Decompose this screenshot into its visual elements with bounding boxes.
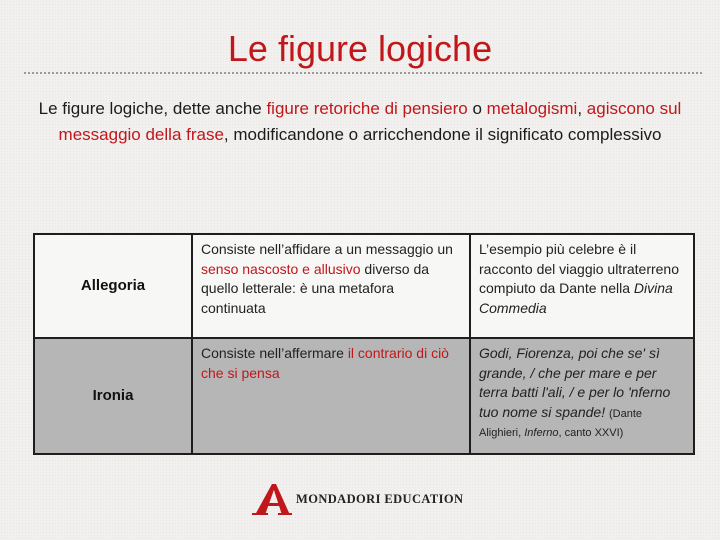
term-cell: Ironia — [34, 338, 192, 454]
source-text: (Dante Alighieri, — [479, 407, 643, 439]
intro-text: , — [577, 99, 587, 118]
definition-text: Consiste nell’affermare — [201, 345, 348, 361]
publisher-logo — [252, 482, 463, 516]
logo-text: MONDADORI EDUCATION — [296, 491, 464, 506]
definition-highlight: il contrario di ciò che si pensa — [201, 345, 449, 381]
example-title: Divina Commedia — [479, 280, 673, 316]
title-divider — [24, 72, 702, 74]
definition-cell — [192, 234, 470, 338]
figures-table — [33, 233, 695, 455]
intro-text: o — [467, 99, 487, 118]
table-row-ironia — [34, 338, 694, 454]
intro-highlight: figure retoriche di pensiero — [266, 99, 468, 118]
definition-text: Consiste nell’affidare a un messaggio un — [201, 241, 453, 257]
term-cell: Allegoria — [34, 234, 192, 338]
intro-highlight: agiscono sul messaggio della frase — [58, 99, 682, 144]
intro-highlight: metalogismi — [486, 99, 578, 118]
example-cell — [470, 234, 694, 338]
example-cell — [470, 338, 694, 454]
definition-text: diverso da quello letterale: è una metafora continuata — [201, 260, 430, 316]
mondadori-a-logo-icon — [252, 482, 292, 516]
source-work: Inferno — [524, 427, 559, 439]
example-text: L’esempio più celebre è il racconto del viaggio ultraterreno compiuto da Dante nella — [479, 241, 680, 296]
page-title: Le figure logiche — [227, 28, 493, 69]
source-text: , canto XXVI) — [558, 427, 624, 439]
definition-highlight: senso nascosto e allusivo — [201, 260, 361, 277]
example-quote: Godi, Fiorenza, poi che se' sì grande, / che per mare e per terra batti l'ali, / e per lo 'nferno tuo nome si spande! — [479, 345, 671, 420]
intro-paragraph — [30, 96, 690, 148]
table-row-allegoria — [34, 234, 694, 338]
intro-text: , modificandone o arricchendone il significato complessivo — [223, 125, 662, 144]
definition-cell — [192, 338, 470, 454]
intro-text: Le figure logiche, dette anche — [38, 99, 267, 118]
